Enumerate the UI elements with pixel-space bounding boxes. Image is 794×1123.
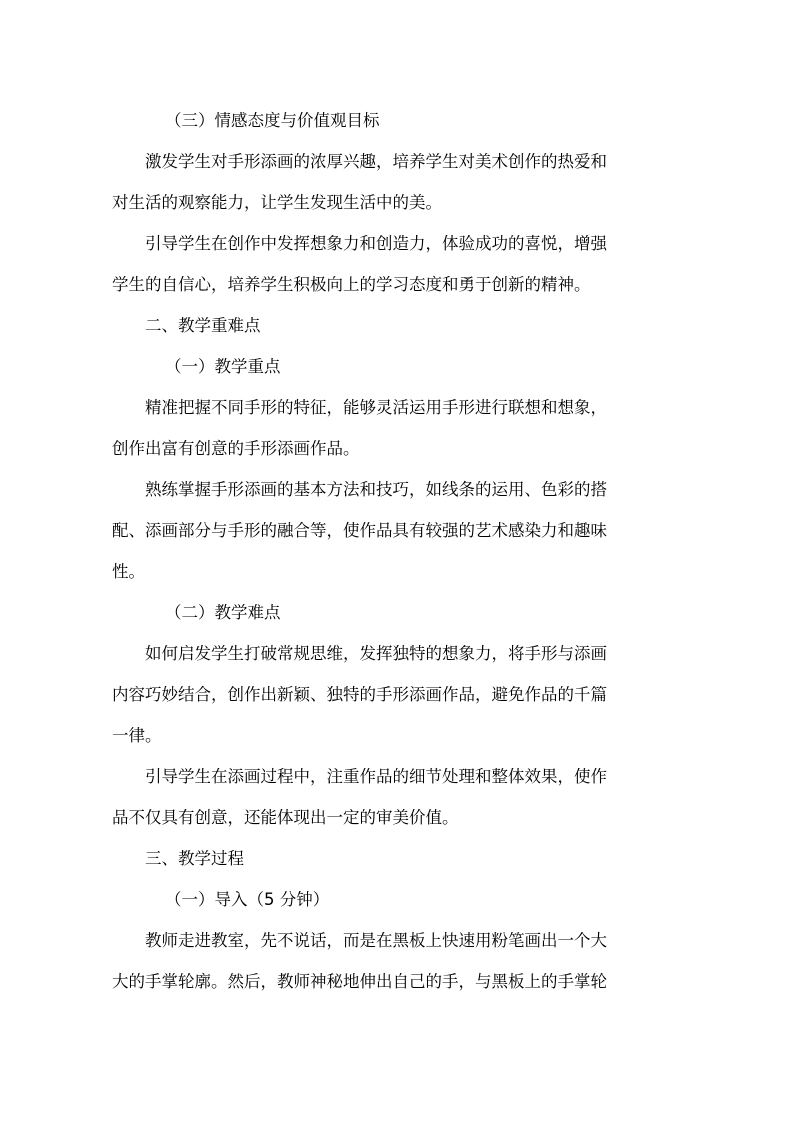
text-line: 性。 <box>112 562 145 581</box>
paragraph <box>112 141 680 223</box>
text-line: 一律。 <box>112 726 162 745</box>
text-line: 二、教学重难点 <box>145 316 261 335</box>
paragraph <box>112 223 680 305</box>
paragraph <box>112 633 680 756</box>
paragraph <box>112 387 680 469</box>
section-heading <box>145 838 680 879</box>
text-line: 创作出富有创意的手形添画作品。 <box>112 439 360 458</box>
text-line: 品不仅具有创意，还能体现出一定的审美价值。 <box>112 808 459 827</box>
text-line: 对生活的观察能力，让学生发现生活中的美。 <box>112 193 442 212</box>
text-line: （三）情感态度与价值观目标 <box>165 111 380 130</box>
section-subheading <box>145 592 680 633</box>
document-body <box>112 100 680 1002</box>
text-line: （一）导入（5 分钟） <box>165 890 330 909</box>
paragraph <box>112 469 680 592</box>
text-line: 激发学生对手形添画的浓厚兴趣，培养学生对美术创作的热爱和 <box>145 152 607 171</box>
section-subheading <box>145 100 680 141</box>
section-heading <box>145 305 680 346</box>
section-subheading <box>145 879 680 920</box>
text-line: 学生的自信心，培养学生积极向上的学习态度和勇于创新的精神。 <box>112 275 591 294</box>
text-line: 引导学生在创作中发挥想象力和创造力，体验成功的喜悦，增强 <box>145 234 607 253</box>
text-line: 三、教学过程 <box>145 849 244 868</box>
text-line: 引导学生在添画过程中，注重作品的细节处理和整体效果，使作 <box>145 767 607 786</box>
text-line: 教师走进教室，先不说话，而是在黑板上快速用粉笔画出一个大 <box>145 931 607 950</box>
section-subheading <box>145 346 680 387</box>
text-line: 熟练掌握手形添画的基本方法和技巧，如线条的运用、色彩的搭 <box>145 480 607 499</box>
paragraph <box>112 920 680 1002</box>
text-line: （二）教学难点 <box>165 603 281 622</box>
text-line: 如何启发学生打破常规思维，发挥独特的想象力，将手形与添画 <box>145 644 607 663</box>
text-line: 内容巧妙结合，创作出新颖、独特的手形添画作品，避免作品的千篇 <box>112 685 607 704</box>
paragraph <box>112 756 680 838</box>
text-line: 大的手掌轮廓。然后，教师神秘地伸出自己的手，与黑板上的手掌轮 <box>112 972 607 991</box>
text-line: （一）教学重点 <box>165 357 281 376</box>
text-line: 配、添画部分与手形的融合等，使作品具有较强的艺术感染力和趣味 <box>112 521 607 540</box>
text-line: 精准把握不同手形的特征，能够灵活运用手形进行联想和想象， <box>145 398 607 417</box>
